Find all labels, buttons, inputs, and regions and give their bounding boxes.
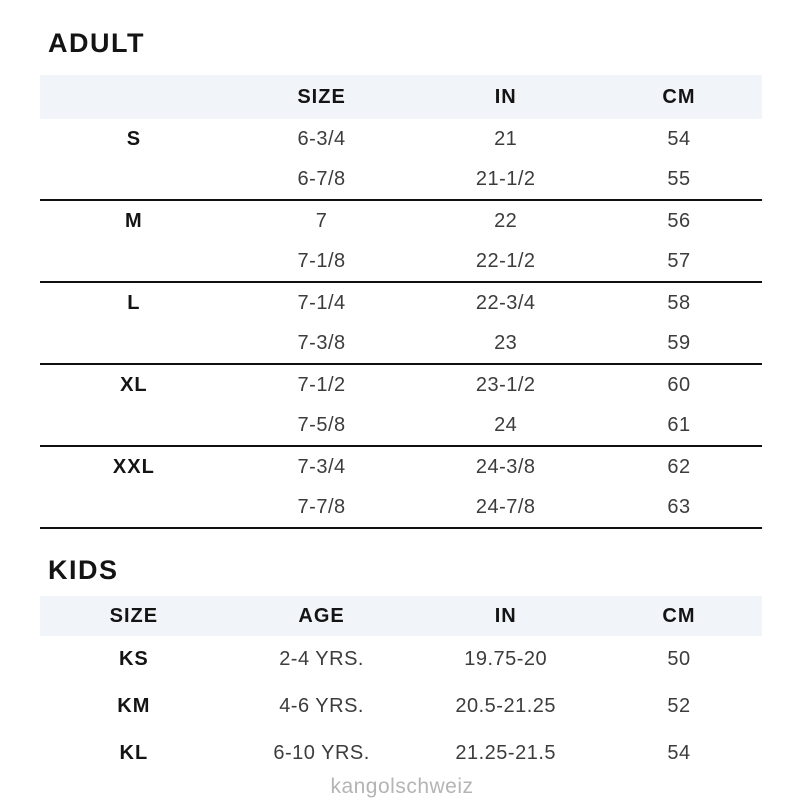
- adult-section-title: ADULT: [48, 28, 145, 58]
- inches-cell: 24-7/8: [475, 496, 536, 518]
- row-label-cell: S: [126, 128, 142, 150]
- inches-cell: 23-1/2: [475, 374, 536, 396]
- inches-cell: 21.25-21.5: [455, 742, 556, 764]
- table-row: [40, 119, 762, 160]
- age-cell: 6-10 YRS.: [273, 742, 370, 764]
- size-cell: 6-7/8: [297, 168, 346, 190]
- inches-cell: 24: [494, 414, 518, 436]
- inches-cell: 21: [494, 128, 518, 150]
- cm-cell: 54: [667, 128, 691, 150]
- table-row: [40, 160, 762, 201]
- kids-col-in: IN: [494, 604, 517, 627]
- row-label-cell: XXL: [112, 456, 155, 478]
- size-cell: 7-5/8: [297, 414, 346, 436]
- row-label-cell: KS: [118, 648, 149, 670]
- size-cell: 7-3/8: [297, 332, 346, 354]
- cm-cell: 59: [667, 332, 691, 354]
- inches-cell: 22-3/4: [475, 292, 536, 314]
- cm-cell: 57: [667, 250, 691, 272]
- inches-cell: 22-1/2: [475, 250, 536, 272]
- table-row: [40, 636, 762, 683]
- age-cell: 2-4 YRS.: [279, 648, 364, 670]
- table-row: [40, 242, 762, 283]
- kids-col-cm: CM: [662, 604, 696, 627]
- row-label-cell: XL: [120, 374, 148, 396]
- cm-cell: 58: [667, 292, 691, 314]
- inches-cell: 23: [494, 332, 518, 354]
- inches-cell: 21-1/2: [475, 168, 536, 190]
- size-cell: 7-1/4: [297, 292, 346, 314]
- adult-col-cm: CM: [662, 85, 696, 108]
- table-row: [40, 283, 762, 324]
- kids-col-age: AGE: [298, 604, 345, 627]
- table-row: [40, 730, 762, 777]
- row-label-cell: M: [125, 210, 143, 232]
- adult-table-header-row: [40, 75, 762, 119]
- size-cell: 7-3/4: [297, 456, 346, 478]
- table-row: [40, 683, 762, 730]
- row-label-cell: KM: [117, 695, 151, 717]
- inches-cell: 19.75-20: [464, 648, 548, 670]
- cm-cell: 55: [667, 168, 691, 190]
- row-label-cell: L: [127, 292, 141, 314]
- watermark-text: kangolschweiz: [330, 775, 474, 798]
- size-cell: 7-1/2: [297, 374, 346, 396]
- cm-cell: 63: [667, 496, 691, 518]
- table-row: [40, 447, 762, 488]
- inches-cell: 24-3/8: [475, 456, 536, 478]
- kids-col-size: SIZE: [109, 604, 159, 627]
- inches-cell: 20.5-21.25: [455, 695, 556, 717]
- row-label-cell: KL: [119, 742, 149, 764]
- cm-cell: 50: [667, 648, 691, 670]
- table-row: [40, 324, 762, 365]
- adult-size-table: [40, 75, 762, 529]
- table-row: [40, 406, 762, 447]
- age-cell: 4-6 YRS.: [279, 695, 364, 717]
- cm-cell: 62: [667, 456, 691, 478]
- cm-cell: 60: [667, 374, 691, 396]
- size-cell: 6-3/4: [297, 128, 346, 150]
- inches-cell: 22: [494, 210, 518, 232]
- size-cell: 7-7/8: [297, 496, 346, 518]
- kids-size-table: [40, 596, 762, 777]
- cm-cell: 61: [667, 414, 691, 436]
- kids-table-header-row: [40, 596, 762, 636]
- adult-col-size: SIZE: [297, 85, 346, 108]
- size-cell: 7-1/8: [297, 250, 346, 272]
- table-row: [40, 365, 762, 406]
- cm-cell: 56: [667, 210, 691, 232]
- cm-cell: 54: [667, 742, 691, 764]
- size-cell: 7: [315, 210, 328, 232]
- table-row: [40, 488, 762, 529]
- table-row: [40, 201, 762, 242]
- cm-cell: 52: [667, 695, 691, 717]
- adult-col-in: IN: [494, 85, 517, 108]
- kids-section-title: KIDS: [48, 555, 119, 585]
